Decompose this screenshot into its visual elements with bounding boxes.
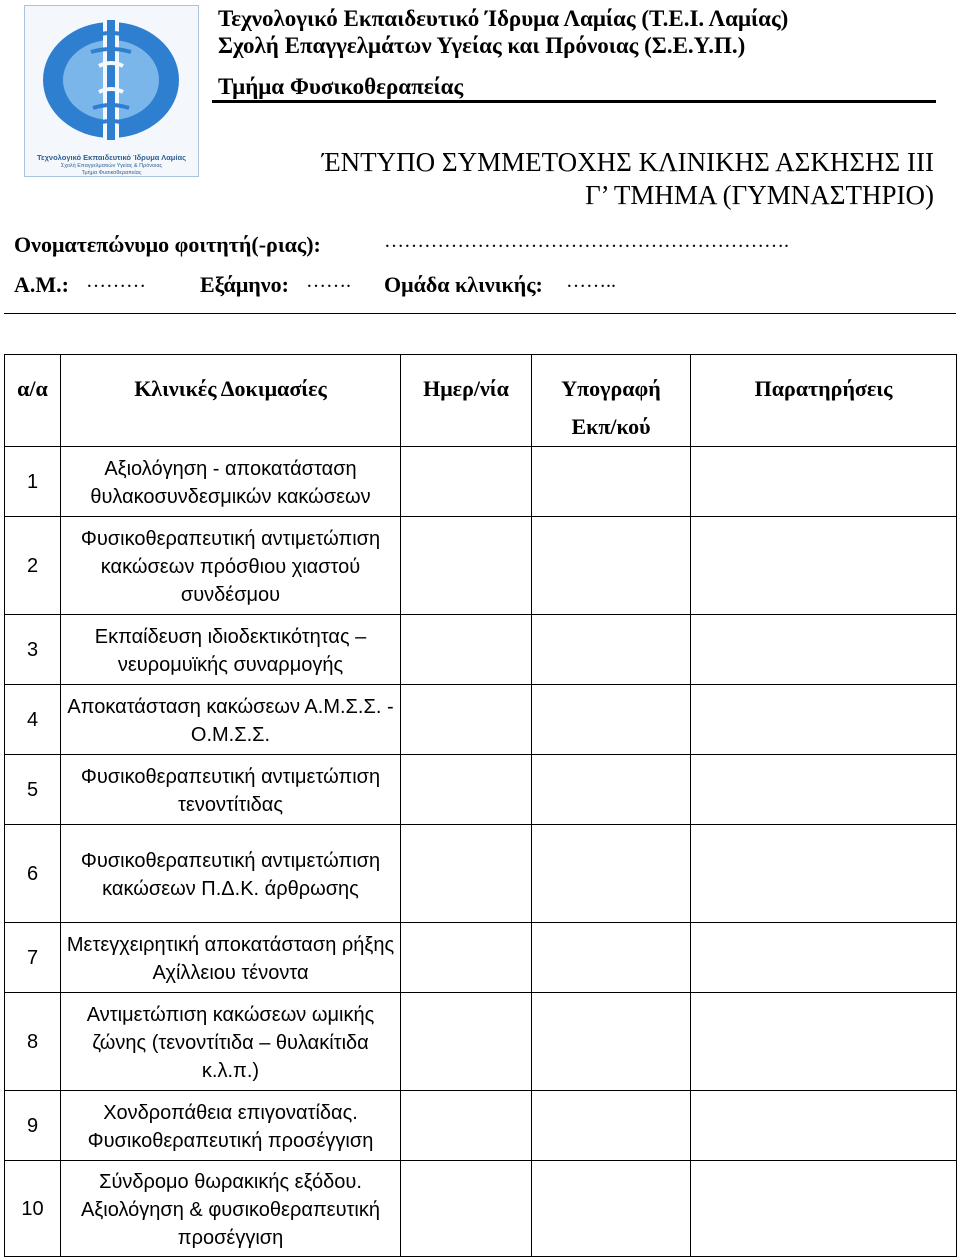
logo-emblem-icon [25,6,198,152]
header-signature [532,355,691,447]
semester-field[interactable]: ……. [306,270,351,292]
row-clinical-test: Αντιμετώπιση κακώσεων ωμικής ζώνης (τενοντίτιδα – θυλακίτιδα κ.λ.π.) [61,993,401,1091]
row-notes-cell[interactable] [691,447,957,517]
row-notes-cell[interactable] [691,517,957,615]
table-row [5,923,957,993]
row-number: 9 [5,1091,61,1161]
row-clinical-test: Αξιολόγηση - αποκατάσταση θυλακοσυνδεσμικών κακώσεων [61,447,401,517]
row-date-cell[interactable] [401,685,532,755]
row-clinical-test: Φυσικοθεραπευτική αντιμετώπιση τενοντίτιδας [61,755,401,825]
table-row [5,1091,957,1161]
row-clinical-test: Φυσικοθεραπευτική αντιμετώπιση κακώσεων πρόσθιου χιαστού συνδέσμου [61,517,401,615]
header-signature-line2: Εκπ/κού [571,414,651,439]
row-notes-cell[interactable] [691,755,957,825]
row-date-cell[interactable] [401,615,532,685]
row-notes-cell[interactable] [691,1091,957,1161]
semester-label: Εξάμηνο: [200,272,289,297]
row-signature-cell[interactable] [532,755,691,825]
header-notes: Παρατηρήσεις [691,355,957,447]
table-row [5,755,957,825]
table-row [5,685,957,755]
row-date-cell[interactable] [401,447,532,517]
header-date: Ημερ/νία [401,355,532,447]
row-notes-cell[interactable] [691,923,957,993]
row-clinical-test: Σύνδρομο θωρακικής εξόδου. Αξιολόγηση & φυσικοθεραπευτική προσέγγιση [61,1161,401,1257]
header-signature-line1: Υπογραφή [561,376,661,401]
row-signature-cell[interactable] [532,993,691,1091]
row-number: 6 [5,825,61,923]
header-institution: Τεχνολογικό Εκπαιδευτικό Ίδρυμα Λαμίας (Τ.Ε.Ι. Λαμίας) [218,6,789,31]
header-department: Τμήμα Φυσικοθεραπείας [218,74,464,99]
row-date-cell[interactable] [401,1161,532,1257]
student-name-label: Ονοματεπώνυμο φοιτητή(-ριας): [14,232,321,257]
logo-caption-institution: Τεχνολογικό Εκπαιδευτικό Ίδρυμα Λαμίας [37,153,186,162]
table-row [5,993,957,1091]
table-row [5,825,957,923]
table-header-row [5,355,957,447]
row-clinical-test: Μετεγχειρητική αποκατάσταση ρήξης Αχίλλειου τένοντα [61,923,401,993]
row-number: 4 [5,685,61,755]
row-signature-cell[interactable] [532,685,691,755]
table-row [5,447,957,517]
row-notes-cell[interactable] [691,615,957,685]
clinical-tests-table [4,354,957,1257]
row-date-cell[interactable] [401,993,532,1091]
row-notes-cell[interactable] [691,1161,957,1257]
row-signature-cell[interactable] [532,615,691,685]
row-signature-cell[interactable] [532,1091,691,1161]
row-signature-cell[interactable] [532,517,691,615]
row-date-cell[interactable] [401,755,532,825]
header-index: α/α [5,355,61,447]
row-date-cell[interactable] [401,1091,532,1161]
row-number: 2 [5,517,61,615]
row-clinical-test: Αποκατάσταση κακώσεων Α.Μ.Σ.Σ. - Ο.Μ.Σ.Σ. [61,685,401,755]
row-signature-cell[interactable] [532,923,691,993]
row-notes-cell[interactable] [691,685,957,755]
form-title-line1: ΈΝΤΥΠΟ ΣΥΜΜΕΤΟΧΗΣ ΚΛΙΝΙΚΗΣ ΑΣΚΗΣΗΣ ΙΙΙ [321,147,934,177]
row-number: 10 [5,1161,61,1257]
row-date-cell[interactable] [401,517,532,615]
row-notes-cell[interactable] [691,993,957,1091]
header-school: Σχολή Επαγγελμάτων Υγείας και Πρόνοιας (Σ.Ε.Υ.Π.) [218,33,746,58]
am-label: Α.Μ.: [14,272,69,297]
row-signature-cell[interactable] [532,825,691,923]
separator-rule [4,313,956,314]
institution-logo [24,5,199,177]
row-clinical-test: Χονδροπάθεια επιγονατίδας. Φυσικοθεραπευτική προσέγγιση [61,1091,401,1161]
clinical-group-label: Ομάδα κλινικής: [384,272,543,297]
row-signature-cell[interactable] [532,1161,691,1257]
row-clinical-test: Φυσικοθεραπευτική αντιμετώπιση κακώσεων Π.Δ.Κ. άρθρωσης [61,825,401,923]
student-name-field[interactable]: ……………………………………………………. [384,230,789,252]
form-title-line2: Γ’ ΤΜΗΜΑ (ΓΥΜΝΑΣΤΗΡΙΟ) [585,180,934,210]
row-clinical-test: Εκπαίδευση ιδιοδεκτικότητας – νευρομυϊκής συναρμογής [61,615,401,685]
logo-caption-school: Σχολή Επαγγελματιών Υγείας & Πρόνοιας [60,163,163,169]
row-number: 8 [5,993,61,1091]
header-clinical-tests: Κλινικές Δοκιμασίες [61,355,401,447]
row-notes-cell[interactable] [691,825,957,923]
table-row [5,1161,957,1257]
row-number: 3 [5,615,61,685]
am-field[interactable]: ……… [86,270,146,292]
row-number: 5 [5,755,61,825]
row-signature-cell[interactable] [532,447,691,517]
row-date-cell[interactable] [401,825,532,923]
row-number: 7 [5,923,61,993]
clinical-group-field[interactable]: …….. [566,270,616,292]
row-number: 1 [5,447,61,517]
table-row [5,517,957,615]
table-row [5,615,957,685]
header-rule [212,100,936,103]
row-date-cell[interactable] [401,923,532,993]
logo-caption-department: Τμήμα Φυσικοθεραπείας [81,170,142,176]
